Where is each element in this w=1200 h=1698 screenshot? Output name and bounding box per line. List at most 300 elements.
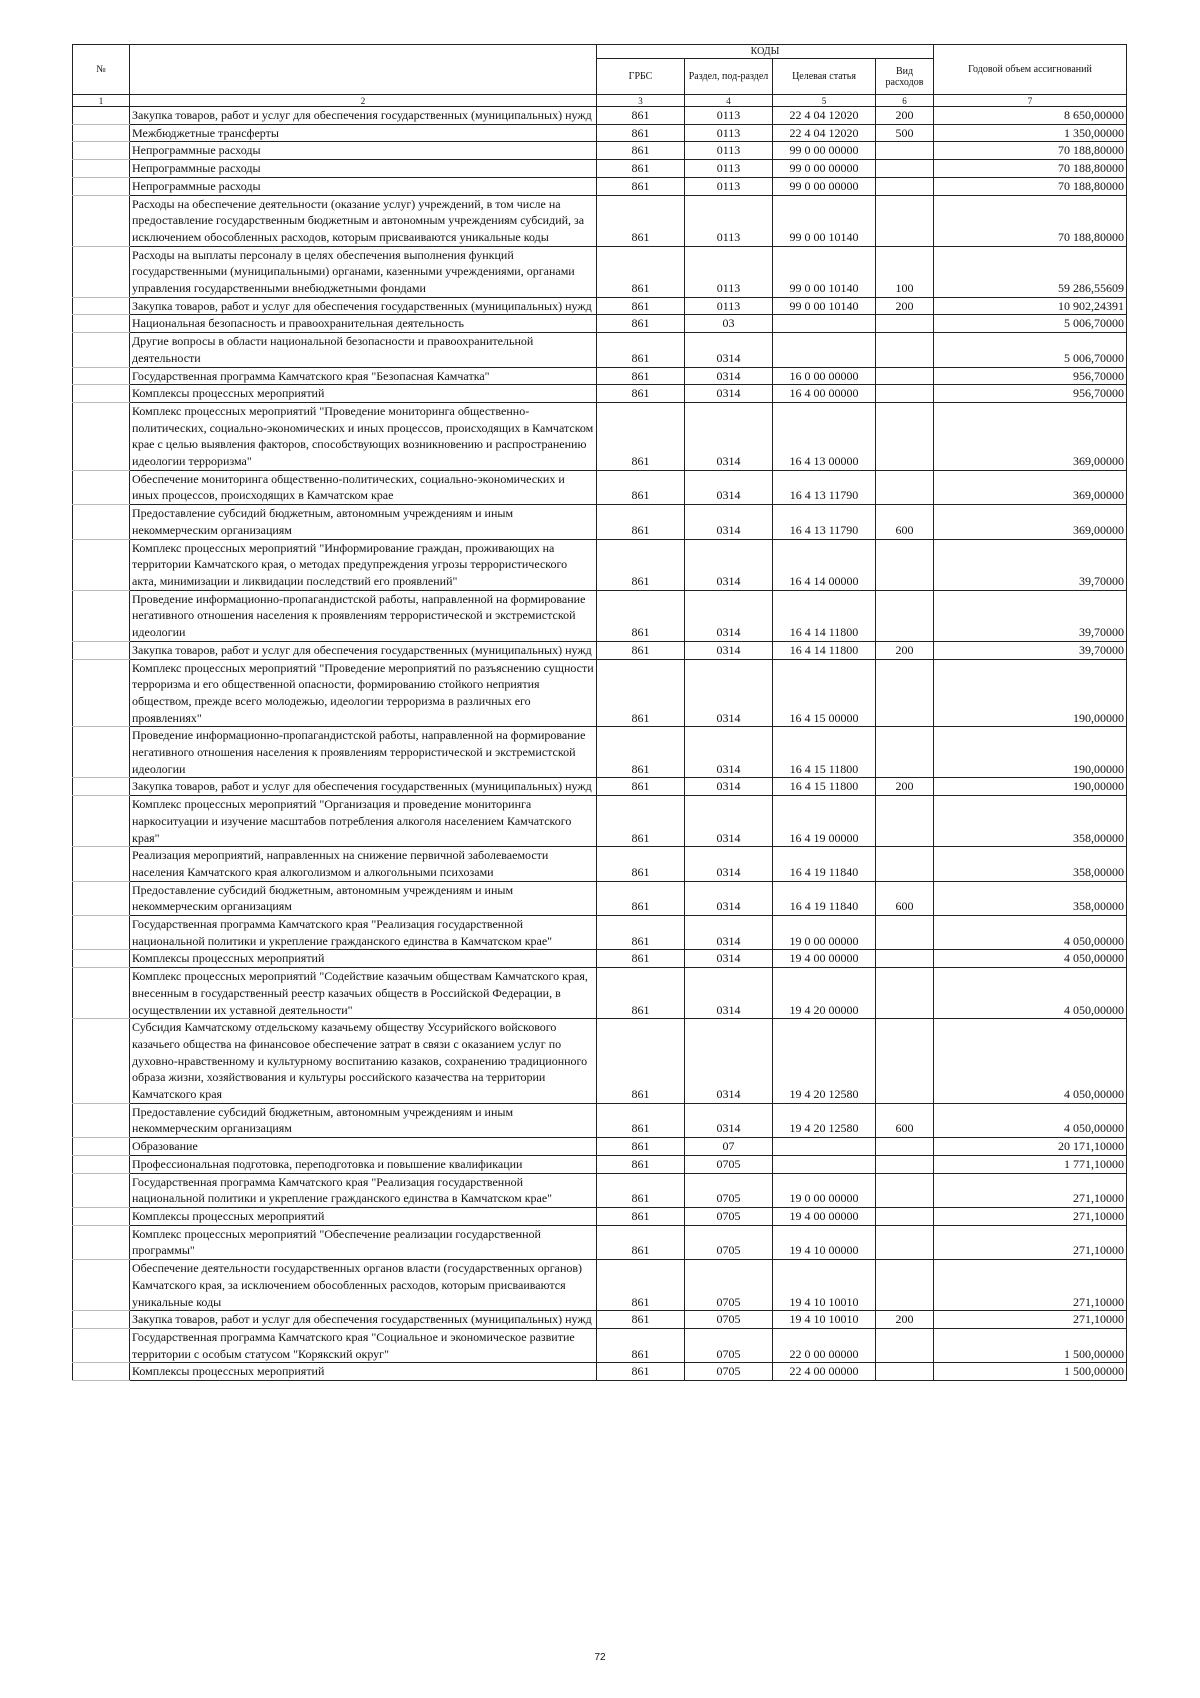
row-name-cell: Комплекс процессных мероприятий "Организация и проведение мониторинга наркоситуации и изучение масштабов потребления алкоголя населением Камчатского края" <box>130 796 597 847</box>
row-number-cell <box>73 1019 130 1104</box>
row-kind-cell: 600 <box>876 505 934 539</box>
row-section-cell: 0113 <box>685 195 773 246</box>
row-grbs-cell: 861 <box>597 124 685 142</box>
row-section-cell: 0113 <box>685 124 773 142</box>
row-amount-cell: 4 050,00000 <box>934 1103 1127 1137</box>
row-section-cell: 0314 <box>685 796 773 847</box>
table-row <box>73 590 1127 641</box>
column-number: 1 <box>73 95 130 107</box>
table-row <box>73 1208 1127 1226</box>
row-target-cell: 16 4 19 11840 <box>773 881 876 915</box>
row-number-cell <box>73 950 130 968</box>
table-row <box>73 539 1127 590</box>
row-section-cell: 0314 <box>685 641 773 659</box>
row-name-cell: Расходы на обеспечение деятельности (оказание услуг) учреждений, в том числе на предоставление государственным бюджетным и автономным учреждениям субсидий, за исключением обособленных расходов, которым присваиваются уникальные коды <box>130 195 597 246</box>
row-target-cell: 99 0 00 10140 <box>773 246 876 297</box>
row-kind-cell <box>876 1155 934 1173</box>
row-grbs-cell: 861 <box>597 297 685 315</box>
row-kind-cell <box>876 847 934 881</box>
row-grbs-cell: 861 <box>597 847 685 881</box>
row-kind-cell: 600 <box>876 881 934 915</box>
header-grbs: ГРБС <box>597 59 685 95</box>
row-section-cell: 0314 <box>685 385 773 403</box>
row-amount-cell: 369,00000 <box>934 505 1127 539</box>
row-number-cell <box>73 142 130 160</box>
row-number-cell <box>73 333 130 367</box>
row-name-cell: Комплексы процессных мероприятий <box>130 385 597 403</box>
row-grbs-cell: 861 <box>597 916 685 950</box>
row-kind-cell <box>876 142 934 160</box>
row-target-cell: 16 4 13 11790 <box>773 505 876 539</box>
row-grbs-cell: 861 <box>597 1103 685 1137</box>
row-target-cell: 16 0 00 00000 <box>773 367 876 385</box>
row-number-cell <box>73 1208 130 1226</box>
row-target-cell <box>773 1138 876 1156</box>
row-grbs-cell: 861 <box>597 659 685 727</box>
column-number: 5 <box>773 95 876 107</box>
row-grbs-cell: 861 <box>597 470 685 504</box>
header-section: Раздел, под-раздел <box>685 59 773 95</box>
row-target-cell: 19 4 10 00000 <box>773 1225 876 1259</box>
row-kind-cell: 200 <box>876 778 934 796</box>
row-section-cell: 0314 <box>685 916 773 950</box>
row-amount-cell: 8 650,00000 <box>934 107 1127 125</box>
table-row <box>73 385 1127 403</box>
row-amount-cell: 271,10000 <box>934 1225 1127 1259</box>
row-section-cell: 0314 <box>685 505 773 539</box>
row-amount-cell: 271,10000 <box>934 1260 1127 1311</box>
row-name-cell: Государственная программа Камчатского края "Реализация государственной национальной политики и укрепление гражданского единства в Камчатском крае" <box>130 916 597 950</box>
row-target-cell: 19 4 10 10010 <box>773 1311 876 1329</box>
row-target-cell: 22 4 04 12020 <box>773 124 876 142</box>
row-section-cell: 0314 <box>685 881 773 915</box>
row-number-cell <box>73 1260 130 1311</box>
row-grbs-cell: 861 <box>597 1328 685 1362</box>
row-section-cell: 0314 <box>685 659 773 727</box>
row-section-cell: 0113 <box>685 177 773 195</box>
row-section-cell: 0705 <box>685 1363 773 1381</box>
row-number-cell <box>73 727 130 778</box>
row-section-cell: 0113 <box>685 297 773 315</box>
row-number-cell <box>73 1155 130 1173</box>
table-row <box>73 505 1127 539</box>
row-target-cell: 19 4 20 00000 <box>773 968 876 1019</box>
row-name-cell: Непрограммные расходы <box>130 177 597 195</box>
row-target-cell: 16 4 00 00000 <box>773 385 876 403</box>
row-kind-cell <box>876 367 934 385</box>
row-section-cell: 0113 <box>685 246 773 297</box>
row-name-cell: Государственная программа Камчатского края "Безопасная Камчатка" <box>130 367 597 385</box>
table-row <box>73 367 1127 385</box>
row-kind-cell <box>876 1363 934 1381</box>
row-section-cell: 0314 <box>685 727 773 778</box>
row-kind-cell <box>876 539 934 590</box>
row-grbs-cell: 861 <box>597 385 685 403</box>
row-amount-cell: 20 171,10000 <box>934 1138 1127 1156</box>
row-name-cell: Предоставление субсидий бюджетным, автономным учреждениям и иным некоммерческим организациям <box>130 881 597 915</box>
row-number-cell <box>73 246 130 297</box>
row-amount-cell: 190,00000 <box>934 659 1127 727</box>
row-amount-cell: 358,00000 <box>934 847 1127 881</box>
row-name-cell: Закупка товаров, работ и услуг для обеспечения государственных (муниципальных) нужд <box>130 107 597 125</box>
row-kind-cell: 200 <box>876 297 934 315</box>
row-section-cell: 0705 <box>685 1155 773 1173</box>
row-grbs-cell: 861 <box>597 160 685 178</box>
row-grbs-cell: 861 <box>597 1173 685 1207</box>
row-target-cell: 16 4 19 11840 <box>773 847 876 881</box>
row-target-cell <box>773 315 876 333</box>
row-section-cell: 0314 <box>685 1019 773 1104</box>
row-target-cell: 19 4 00 00000 <box>773 950 876 968</box>
row-name-cell: Комплекс процессных мероприятий "Содействие казачьим обществам Камчатского края, внесенным в государственный реестр казачьих обществ в Российской Федерации, в осуществлении их уставной деятельности" <box>130 968 597 1019</box>
row-grbs-cell: 861 <box>597 950 685 968</box>
column-number-row <box>73 95 1127 107</box>
row-section-cell: 03 <box>685 315 773 333</box>
row-target-cell: 19 0 00 00000 <box>773 1173 876 1207</box>
table-row <box>73 1019 1127 1104</box>
row-kind-cell <box>876 385 934 403</box>
row-section-cell: 0314 <box>685 1103 773 1137</box>
table-row <box>73 641 1127 659</box>
table-row <box>73 1260 1127 1311</box>
row-number-cell <box>73 847 130 881</box>
table-row <box>73 470 1127 504</box>
table-row <box>73 1173 1127 1207</box>
row-number-cell <box>73 1328 130 1362</box>
row-grbs-cell: 861 <box>597 1155 685 1173</box>
row-grbs-cell: 861 <box>597 1225 685 1259</box>
row-grbs-cell: 861 <box>597 968 685 1019</box>
row-amount-cell: 1 500,00000 <box>934 1363 1127 1381</box>
row-name-cell: Комплекс процессных мероприятий "Обеспечение реализации государственной программы" <box>130 1225 597 1259</box>
row-kind-cell <box>876 177 934 195</box>
row-target-cell <box>773 1155 876 1173</box>
row-target-cell: 22 4 00 00000 <box>773 1363 876 1381</box>
budget-sheet <box>72 44 1126 1381</box>
row-kind-cell <box>876 1138 934 1156</box>
row-name-cell: Предоставление субсидий бюджетным, автономным учреждениям и иным некоммерческим организациям <box>130 1103 597 1137</box>
row-name-cell: Закупка товаров, работ и услуг для обеспечения государственных (муниципальных) нужд <box>130 297 597 315</box>
row-name-cell: Реализация мероприятий, направленных на снижение первичной заболеваемости населения Камчатского края алкоголизмом и алкогольными психозами <box>130 847 597 881</box>
row-name-cell: Комплекс процессных мероприятий "Информирование граждан, проживающих на территории Камчатского края, о методах предупреждения угрозы террористического акта, минимизации и ликвидации последствий его проявлений" <box>130 539 597 590</box>
row-number-cell <box>73 968 130 1019</box>
table-row <box>73 1103 1127 1137</box>
row-target-cell: 19 4 20 12580 <box>773 1103 876 1137</box>
row-name-cell: Обеспечение мониторинга общественно-политических, социально-экономических и иных процессов, происходящих в Камчатском крае <box>130 470 597 504</box>
row-target-cell: 19 4 10 10010 <box>773 1260 876 1311</box>
table-row <box>73 1363 1127 1381</box>
row-kind-cell: 100 <box>876 246 934 297</box>
row-name-cell: Комплексы процессных мероприятий <box>130 950 597 968</box>
row-target-cell: 19 0 00 00000 <box>773 916 876 950</box>
table-row <box>73 107 1127 125</box>
table-row <box>73 881 1127 915</box>
row-grbs-cell: 861 <box>597 402 685 470</box>
header-name <box>130 45 597 95</box>
header-codes: КОДЫ <box>597 45 934 59</box>
row-amount-cell: 358,00000 <box>934 796 1127 847</box>
row-amount-cell: 190,00000 <box>934 778 1127 796</box>
row-target-cell: 16 4 15 11800 <box>773 778 876 796</box>
row-name-cell: Комплексы процессных мероприятий <box>130 1363 597 1381</box>
table-row <box>73 1225 1127 1259</box>
row-amount-cell: 39,70000 <box>934 539 1127 590</box>
column-number: 4 <box>685 95 773 107</box>
table-row <box>73 333 1127 367</box>
row-amount-cell: 956,70000 <box>934 367 1127 385</box>
table-row <box>73 315 1127 333</box>
table-row <box>73 796 1127 847</box>
row-number-cell <box>73 177 130 195</box>
row-kind-cell <box>876 796 934 847</box>
row-name-cell: Комплекс процессных мероприятий "Проведение мероприятий по разъяснению сущности терроризма и его общественной опасности, формированию стойкого неприятия обществом, прежде всего молодежью, идеологии терроризма в различных его проявлениях" <box>130 659 597 727</box>
header-target: Целевая статья <box>773 59 876 95</box>
row-number-cell <box>73 778 130 796</box>
row-name-cell: Государственная программа Камчатского края "Реализация государственной национальной политики и укрепление гражданского единства в Камчатском крае" <box>130 1173 597 1207</box>
row-target-cell: 16 4 15 11800 <box>773 727 876 778</box>
row-amount-cell: 271,10000 <box>934 1173 1127 1207</box>
row-grbs-cell: 861 <box>597 778 685 796</box>
row-section-cell: 07 <box>685 1138 773 1156</box>
row-amount-cell: 70 188,80000 <box>934 177 1127 195</box>
row-amount-cell: 4 050,00000 <box>934 950 1127 968</box>
row-amount-cell: 369,00000 <box>934 470 1127 504</box>
row-target-cell: 16 4 13 00000 <box>773 402 876 470</box>
row-grbs-cell: 861 <box>597 590 685 641</box>
row-number-cell <box>73 539 130 590</box>
row-section-cell: 0113 <box>685 160 773 178</box>
row-name-cell: Национальная безопасность и правоохранительная деятельность <box>130 315 597 333</box>
row-name-cell: Расходы на выплаты персоналу в целях обеспечения выполнения функций государственными (муниципальными) органами, казенными учреждениями, органами управления государственными внебюджетными фондами <box>130 246 597 297</box>
row-amount-cell: 59 286,55609 <box>934 246 1127 297</box>
row-number-cell <box>73 659 130 727</box>
row-grbs-cell: 861 <box>597 1260 685 1311</box>
row-amount-cell: 271,10000 <box>934 1311 1127 1329</box>
row-name-cell: Закупка товаров, работ и услуг для обеспечения государственных (муниципальных) нужд <box>130 1311 597 1329</box>
row-amount-cell: 1 500,00000 <box>934 1328 1127 1362</box>
row-section-cell: 0314 <box>685 778 773 796</box>
row-kind-cell <box>876 160 934 178</box>
row-grbs-cell: 861 <box>597 195 685 246</box>
row-section-cell: 0705 <box>685 1328 773 1362</box>
row-grbs-cell: 861 <box>597 641 685 659</box>
row-number-cell <box>73 1225 130 1259</box>
row-amount-cell: 39,70000 <box>934 641 1127 659</box>
row-amount-cell: 1 771,10000 <box>934 1155 1127 1173</box>
row-target-cell: 99 0 00 10140 <box>773 297 876 315</box>
row-grbs-cell: 861 <box>597 315 685 333</box>
budget-table <box>72 44 1127 1381</box>
row-kind-cell <box>876 195 934 246</box>
table-row <box>73 1155 1127 1173</box>
table-row <box>73 916 1127 950</box>
row-number-cell <box>73 297 130 315</box>
column-number: 3 <box>597 95 685 107</box>
row-target-cell: 16 4 14 11800 <box>773 590 876 641</box>
row-grbs-cell: 861 <box>597 367 685 385</box>
column-number: 7 <box>934 95 1127 107</box>
table-row <box>73 160 1127 178</box>
row-amount-cell: 70 188,80000 <box>934 195 1127 246</box>
row-grbs-cell: 861 <box>597 796 685 847</box>
row-grbs-cell: 861 <box>597 881 685 915</box>
row-amount-cell: 4 050,00000 <box>934 916 1127 950</box>
row-name-cell: Обеспечение деятельности государственных органов власти (государственных органов) Камчатского края, за исключением обособленных расходов, которым присваиваются уникальные коды <box>130 1260 597 1311</box>
row-number-cell <box>73 505 130 539</box>
row-kind-cell: 600 <box>876 1103 934 1137</box>
row-target-cell: 99 0 00 00000 <box>773 160 876 178</box>
row-kind-cell <box>876 1019 934 1104</box>
row-number-cell <box>73 641 130 659</box>
row-number-cell <box>73 470 130 504</box>
row-name-cell: Проведение информационно-пропагандистской работы, направленной на формирование негативного отношения населения к проявлениям террористической и экстремистской идеологии <box>130 727 597 778</box>
row-number-cell <box>73 1311 130 1329</box>
row-number-cell <box>73 402 130 470</box>
row-amount-cell: 5 006,70000 <box>934 315 1127 333</box>
row-target-cell: 99 0 00 10140 <box>773 195 876 246</box>
row-target-cell: 19 4 20 12580 <box>773 1019 876 1104</box>
header-number: № <box>73 45 130 95</box>
page-number: 72 <box>594 1652 606 1663</box>
row-number-cell <box>73 1103 130 1137</box>
row-name-cell: Субсидия Камчатскому отдельскому казачьему обществу Уссурийского войскового казачьего общества на финансовое обеспечение затрат в связи с оказанием услуг по духовно-нравственному и культурному воспитанию казаков, сохранению традиционного образа жизни, хозяйствования и культуры российского казачества на территории Камчатского края <box>130 1019 597 1104</box>
row-kind-cell <box>876 968 934 1019</box>
row-kind-cell <box>876 402 934 470</box>
row-name-cell: Предоставление субсидий бюджетным, автономным учреждениям и иным некоммерческим организациям <box>130 505 597 539</box>
row-amount-cell: 10 902,24391 <box>934 297 1127 315</box>
row-number-cell <box>73 160 130 178</box>
row-target-cell: 16 4 14 00000 <box>773 539 876 590</box>
row-name-cell: Непрограммные расходы <box>130 142 597 160</box>
row-name-cell: Межбюджетные трансферты <box>130 124 597 142</box>
row-grbs-cell: 861 <box>597 505 685 539</box>
table-row <box>73 1138 1127 1156</box>
table-row <box>73 778 1127 796</box>
row-amount-cell: 70 188,80000 <box>934 142 1127 160</box>
row-number-cell <box>73 107 130 125</box>
row-number-cell <box>73 124 130 142</box>
row-section-cell: 0705 <box>685 1311 773 1329</box>
column-number: 2 <box>130 95 597 107</box>
row-target-cell: 99 0 00 00000 <box>773 142 876 160</box>
row-number-cell <box>73 367 130 385</box>
row-amount-cell: 4 050,00000 <box>934 968 1127 1019</box>
row-amount-cell: 39,70000 <box>934 590 1127 641</box>
row-grbs-cell: 861 <box>597 246 685 297</box>
row-amount-cell: 358,00000 <box>934 881 1127 915</box>
row-section-cell: 0705 <box>685 1173 773 1207</box>
row-name-cell: Образование <box>130 1138 597 1156</box>
row-amount-cell: 369,00000 <box>934 402 1127 470</box>
table-row <box>73 847 1127 881</box>
row-name-cell: Профессиональная подготовка, переподготовка и повышение квалификации <box>130 1155 597 1173</box>
row-name-cell: Комплексы процессных мероприятий <box>130 1208 597 1226</box>
row-target-cell: 16 4 14 11800 <box>773 641 876 659</box>
table-row <box>73 950 1127 968</box>
row-target-cell: 16 4 19 00000 <box>773 796 876 847</box>
table-row <box>73 1311 1127 1329</box>
header-kind: Вид расходов <box>876 59 934 95</box>
row-section-cell: 0113 <box>685 142 773 160</box>
row-name-cell: Закупка товаров, работ и услуг для обеспечения государственных (муниципальных) нужд <box>130 641 597 659</box>
row-kind-cell: 200 <box>876 107 934 125</box>
row-section-cell: 0314 <box>685 968 773 1019</box>
row-number-cell <box>73 1138 130 1156</box>
row-name-cell: Государственная программа Камчатского края "Социальное и экономическое развитие территории с особым статусом "Корякский округ" <box>130 1328 597 1362</box>
row-number-cell <box>73 385 130 403</box>
row-kind-cell: 200 <box>876 1311 934 1329</box>
row-kind-cell: 500 <box>876 124 934 142</box>
row-section-cell: 0314 <box>685 333 773 367</box>
row-grbs-cell: 861 <box>597 539 685 590</box>
row-kind-cell: 200 <box>876 641 934 659</box>
row-grbs-cell: 861 <box>597 1311 685 1329</box>
row-kind-cell <box>876 590 934 641</box>
row-name-cell: Комплекс процессных мероприятий "Проведение мониторинга общественно-политических, социально-экономических и иных процессов, происходящих в Камчатском крае с целью выявления факторов, способствующих возникновению и распространению идеологии терроризма" <box>130 402 597 470</box>
row-kind-cell <box>876 1225 934 1259</box>
row-number-cell <box>73 195 130 246</box>
row-kind-cell <box>876 1260 934 1311</box>
row-grbs-cell: 861 <box>597 107 685 125</box>
table-row <box>73 142 1127 160</box>
row-section-cell: 0705 <box>685 1260 773 1311</box>
table-row <box>73 1328 1127 1362</box>
row-amount-cell: 1 350,00000 <box>934 124 1127 142</box>
row-section-cell: 0314 <box>685 367 773 385</box>
row-kind-cell <box>876 727 934 778</box>
row-target-cell: 99 0 00 00000 <box>773 177 876 195</box>
row-kind-cell <box>876 1173 934 1207</box>
row-kind-cell <box>876 950 934 968</box>
row-amount-cell: 5 006,70000 <box>934 333 1127 367</box>
table-row <box>73 402 1127 470</box>
row-kind-cell <box>876 333 934 367</box>
table-row <box>73 177 1127 195</box>
row-number-cell <box>73 881 130 915</box>
row-grbs-cell: 861 <box>597 142 685 160</box>
row-kind-cell <box>876 659 934 727</box>
row-amount-cell: 4 050,00000 <box>934 1019 1127 1104</box>
row-section-cell: 0705 <box>685 1225 773 1259</box>
table-row <box>73 124 1127 142</box>
row-section-cell: 0314 <box>685 590 773 641</box>
row-kind-cell <box>876 916 934 950</box>
row-target-cell: 19 4 00 00000 <box>773 1208 876 1226</box>
table-row <box>73 727 1127 778</box>
row-kind-cell <box>876 1208 934 1226</box>
table-row <box>73 297 1127 315</box>
row-grbs-cell: 861 <box>597 1208 685 1226</box>
row-target-cell: 16 4 13 11790 <box>773 470 876 504</box>
row-number-cell <box>73 1173 130 1207</box>
row-grbs-cell: 861 <box>597 333 685 367</box>
row-name-cell: Закупка товаров, работ и услуг для обеспечения государственных (муниципальных) нужд <box>130 778 597 796</box>
row-name-cell: Проведение информационно-пропагандистской работы, направленной на формирование негативного отношения населения к проявлениям террористической и экстремистской идеологии <box>130 590 597 641</box>
row-section-cell: 0113 <box>685 107 773 125</box>
column-number: 6 <box>876 95 934 107</box>
row-section-cell: 0314 <box>685 402 773 470</box>
row-section-cell: 0314 <box>685 470 773 504</box>
row-name-cell: Другие вопросы в области национальной безопасности и правоохранительной деятельности <box>130 333 597 367</box>
row-grbs-cell: 861 <box>597 1019 685 1104</box>
table-row <box>73 246 1127 297</box>
table-row <box>73 968 1127 1019</box>
row-number-cell <box>73 590 130 641</box>
row-number-cell <box>73 315 130 333</box>
row-amount-cell: 70 188,80000 <box>934 160 1127 178</box>
row-number-cell <box>73 1363 130 1381</box>
row-section-cell: 0314 <box>685 847 773 881</box>
